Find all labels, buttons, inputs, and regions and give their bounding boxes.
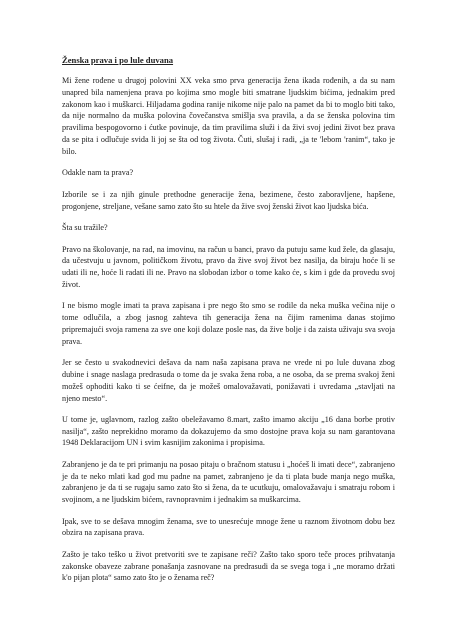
paragraph: Zašto je tako teško u život pretvoriti sve te zapisane reči? Zašto tako sporo teče proces prihvatanja zakonske obaveze zabrane ponašanja zasnovane na predrasudi da se svega toga i „ne moramo držati k'o pijan plota“ samo zato što je o ženama reč?: [62, 549, 395, 583]
paragraph: Izborile se i za njih ginule prethodne generacije žena, bezimene, često zaboravljene, hapšene, progonjene, streljane, vešane samo zato što su htele da žive svoj ženski život kao ljudska bića.: [62, 189, 395, 211]
paragraph: Zabranjeno je da te pri primanju na posao pitaju o bračnom statusu i „hoćeš li imati dece“, zabranjeno je da te neko mlati kad god mu padne na pamet, zabranjeno je da ti plata bude manja nego muška, zabranjeno je da ti se rugaju samo zato što si žena, da te ucutkuju, omalovažavaju i smatraju robom i svojinom, a ne ljudskim bićem, ravnopravnim i jednakim sa muškarcima.: [62, 459, 395, 505]
paragraph: Mi žene rođene u drugoj polovini XX veka smo prva generacija žena ikada rođenih, a da su nam unapred bila namenjena prava po kojima smo mogle biti smatrane ljudskim bićima, jednakim pred zakonom kao i muškarci. Hiljadama godina ranije nikome nije palo na pamet da bi to moglo biti tako, da nije normalno da muška polovina čovečanstva smišlja sva pravila, a da se ženska polovina tim pravilima bespogovorno i ćutke povinuje, da tim pravilima služi i da živi svoj jedini život bez prava da se pita i odlučuje svida li joj se šta od tog života. Čuti, slušaj i radi, „ja te 'lebom 'ranim“, tako je bilo.: [62, 76, 395, 156]
paragraph: Ipak, sve to se dešava mnogim ženama, sve to unesrećuje mnoge žene u raznom životnom dobu bez obzira na zapisana prava.: [62, 516, 395, 538]
document-title: Ženska prava i po lule duvana: [62, 55, 174, 65]
paragraph: U tome je, uglavnom, razlog zašto obeležavamo 8.mart, zašto imamo akciju „16 dana borbe protiv nasilja“, zašto neprekidno moramo da dokazujemo da smo dostojne prava koja su nam garantovana 1948 Deklaracijom UN i svim kasnijim zakonima i propisima.: [62, 414, 395, 448]
paragraph: Šta su tražile?: [62, 222, 108, 232]
paragraph: Odakle nam ta prava?: [62, 168, 134, 178]
paragraph: I ne bismo mogle imati ta prava zapisana i pre nego što smo se rodile da neka muška večina nije o tome odlučila, a zbog jasnog zahteva tih generacija žena na čijim ramenima danas stojimo pripremajući svoja ramena za sve one koji dolaze posle nas, da žive bolje i da zaista uživaju sva svoja prava.: [62, 301, 395, 346]
paragraph: Jer se često u svakodnevici dešava da nam naša zapisana prava ne vrede ni po lule duvana zbog dubine i snage naslaga predrasuda o tome da je svaka žena roba, a ne osoba, da se prema svakoj ženi možeš ophoditi kako ti se ćeifne, da je možeš omalovažavati, ponižavati i uvredama „stavljati na njeno mesto“.: [62, 358, 395, 403]
paragraph: Pravo na školovanje, na rad, na imovinu, na račun u banci, pravo da putuju same kud žele, da glasaju, da učestvuju u javnom, političkom životu, pravo da žive svoj život bez nasilja, da biraju hoće li se udati ili ne, hoće li radati ili ne. Pravo na slobodan izbor o tome kako će, s kim i gde da provedu svoj život.: [62, 244, 395, 289]
